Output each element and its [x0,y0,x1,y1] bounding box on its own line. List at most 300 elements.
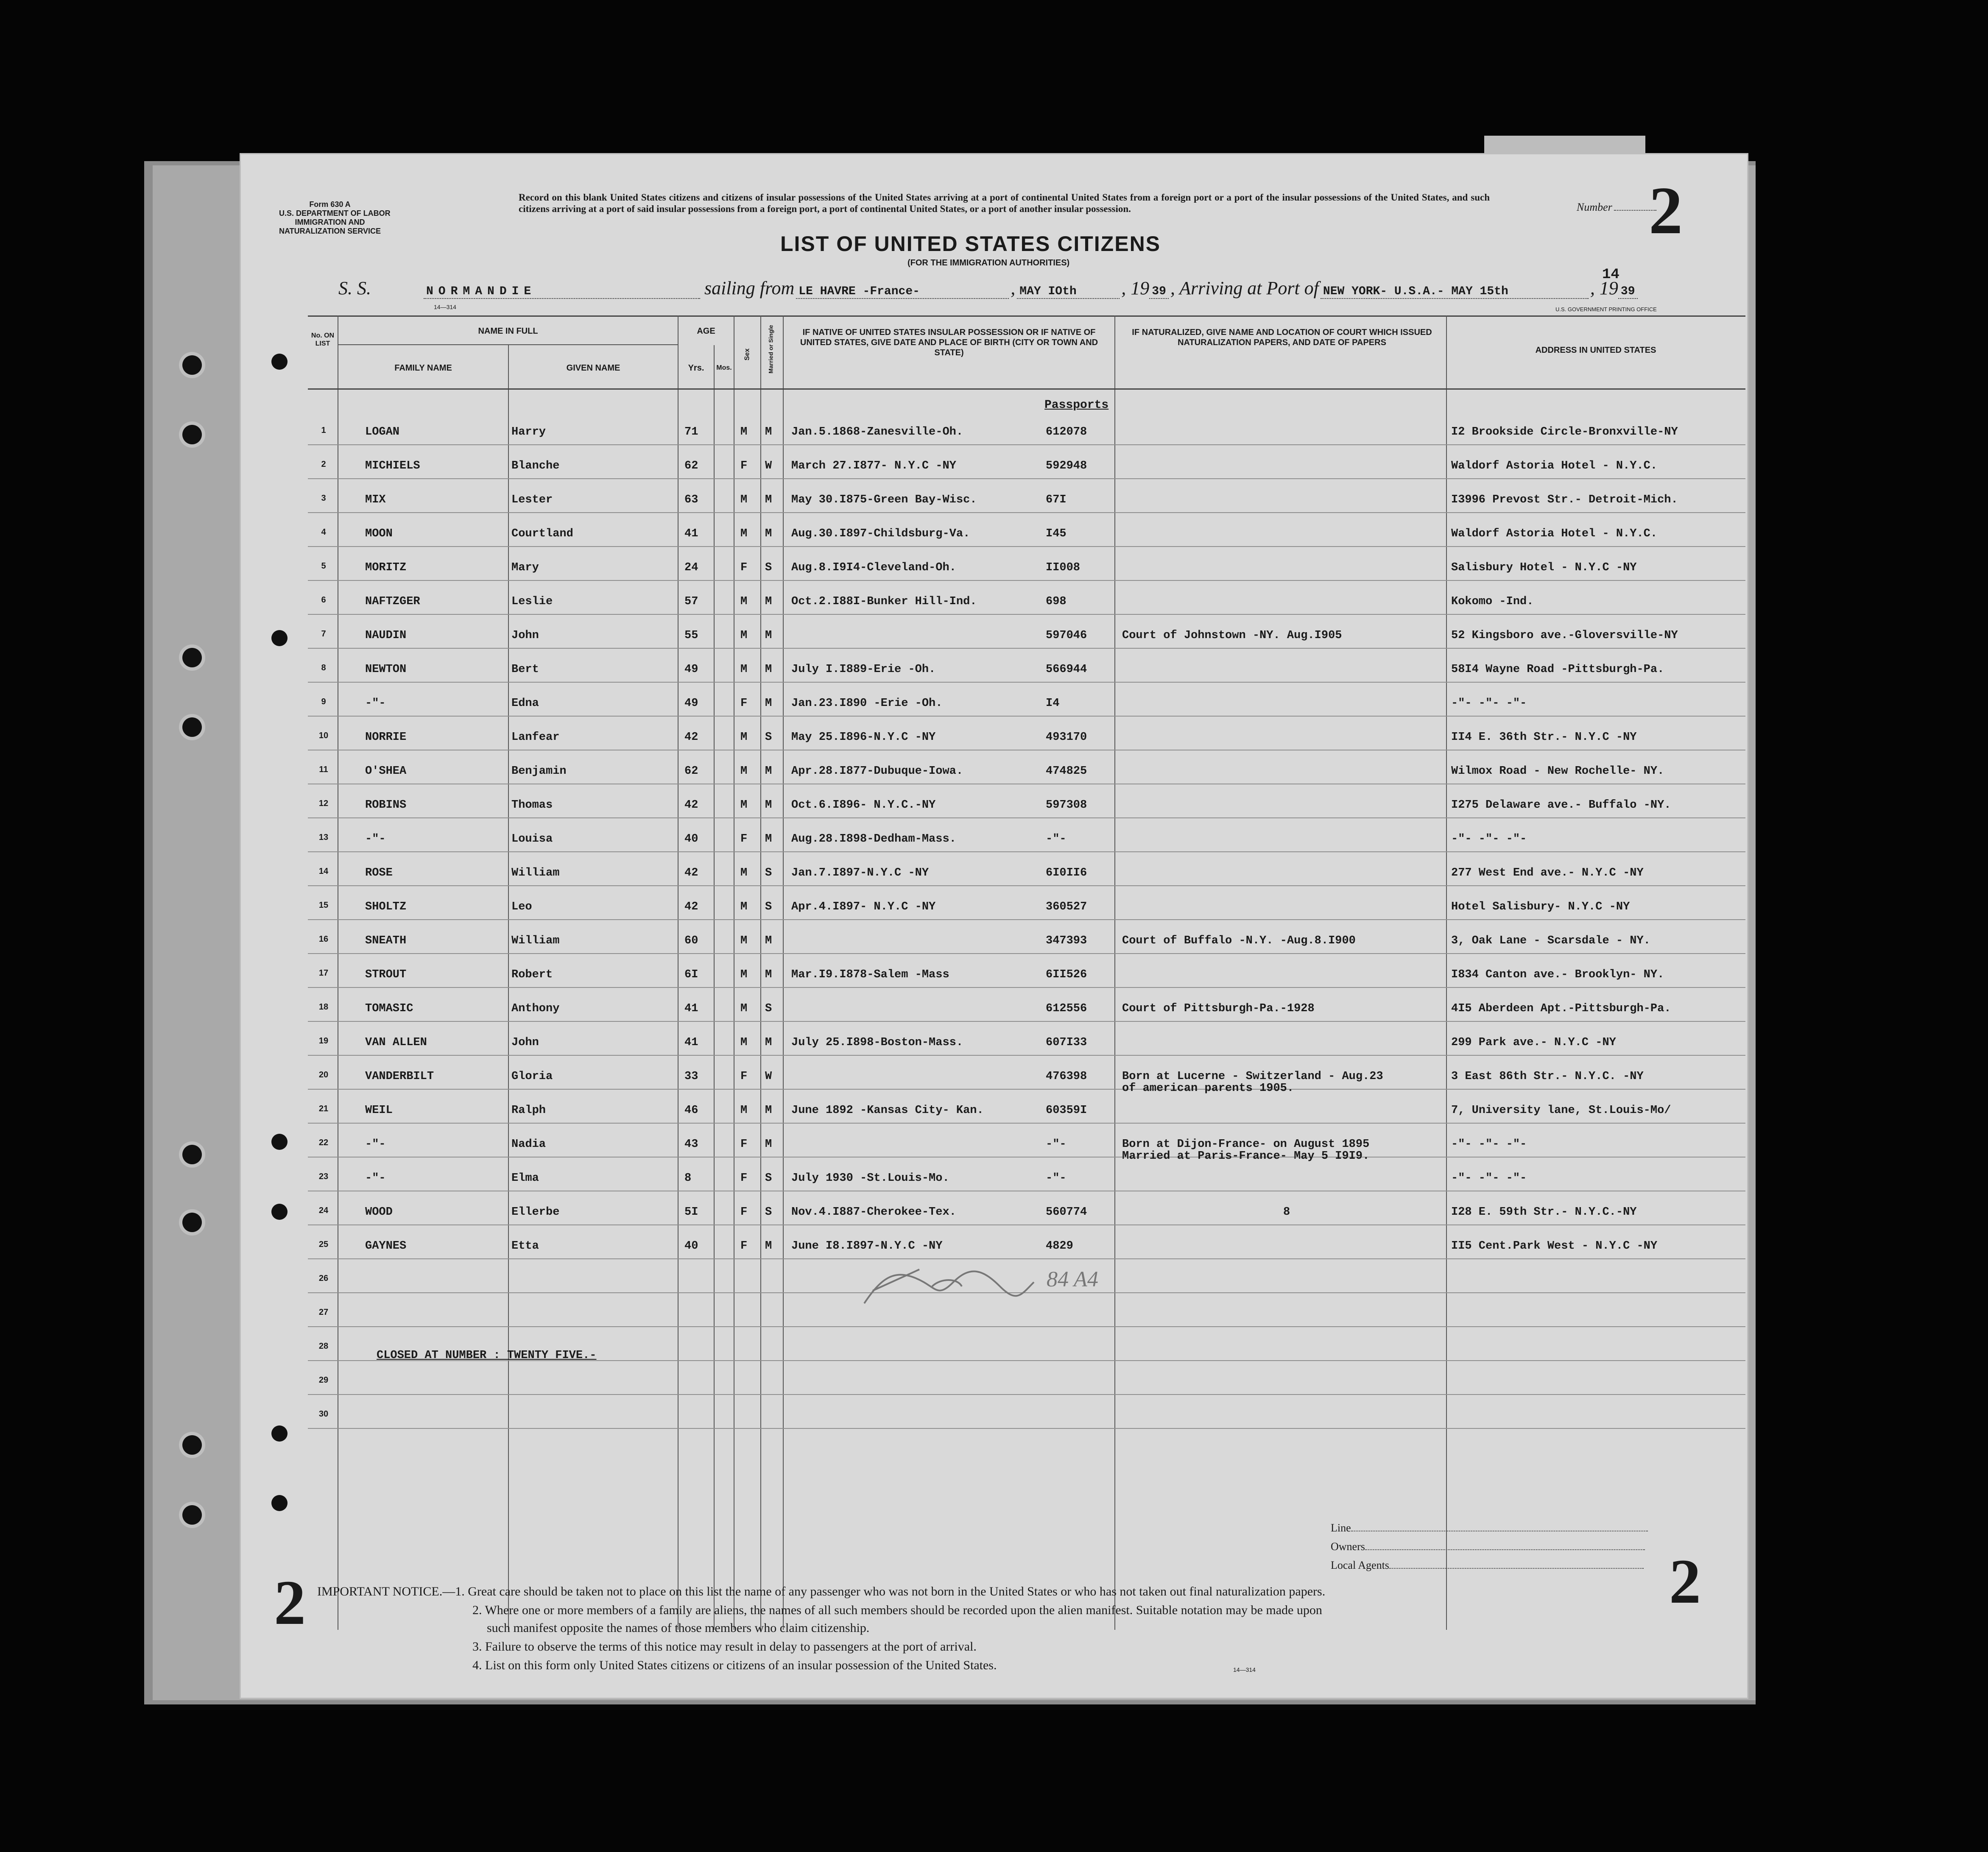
col-header-married: Married or Single [767,325,774,374]
binder-hole [182,1435,202,1455]
row-number: 12 [318,799,329,808]
naturalization-info: Born at Lucerne - Switzerland - Aug.23 [1122,1070,1383,1083]
passport-number: -"- [1046,833,1067,845]
binder-hole [182,1213,202,1232]
marital-status: M [765,1036,772,1049]
row-rule [308,1157,1745,1158]
form-code: 14—314 [434,304,456,310]
given-name: Ellerbe [511,1206,560,1219]
marital-status: M [765,527,772,540]
age-years: 24 [684,561,698,574]
service-line-1: IMMIGRATION AND [295,218,365,226]
row-number: 2 [321,460,326,469]
marital-status: M [765,629,772,642]
voyage-line: S. S. NORMANDIE sailing from LE HAVRE -France- , MAY IOth , 19 39 , Arriving at Port of NEW YORK- U.S.A.- MAY 15th , 19 39 [338,277,1638,299]
age-years: 42 [684,901,698,913]
family-name: NAUDIN [365,629,407,642]
us-address: 3 East 86th Str.- N.Y.C. -NY [1451,1070,1644,1083]
birth-date-place: Aug.30.I897-Childsburg-Va. [791,527,970,540]
given-name: Leslie [511,595,553,608]
birth-date-place: Jan.7.I897-N.Y.C -NY [791,867,929,879]
given-name: Benjamin [511,765,567,778]
row-number: 19 [318,1036,329,1046]
sex: M [740,1002,748,1015]
birth-date-place: Nov.4.I887-Cherokee-Tex. [791,1206,956,1219]
handwritten-annotation: 84 A4 [1047,1267,1098,1291]
col-header-no: No. ON LIST [311,332,335,347]
page-marker-left: 2 [274,1568,306,1638]
marital-status: S [765,1002,772,1015]
age-years: 57 [684,595,698,608]
notice-1: 1. Great care should be taken not to place on this list the name of any passenger who was not born in the United States or who has not taken out final naturalization papers. [455,1584,1326,1598]
naturalization-info-2: Married at Paris-France- May 5 I9I9. [1122,1150,1370,1163]
sailing-date: MAY IOth [1017,285,1120,299]
row-rule [308,987,1745,988]
col-header-native: IF NATIVE OF UNITED STATES INSULAR POSSESSION OR IF NATIVE OF UNITED STATES, GIVE DATE AND PLACE OF BIRTH (CITY OR TOWN AND STATE) [800,328,1098,357]
col-header-given: GIVEN NAME [566,363,620,373]
sex: M [740,765,748,778]
age-years: 71 [684,426,698,438]
us-address: 58I4 Wayne Road -Pittsburgh-Pa. [1451,663,1664,676]
sex: M [740,731,748,744]
row-rule [308,817,1745,818]
family-name: O'SHEA [365,765,407,778]
age-years: 42 [684,799,698,812]
sex: M [740,901,748,913]
birth-date-place: March 27.I877- N.Y.C -NY [791,460,956,472]
given-name: Nadia [511,1138,546,1151]
us-address: Kokomo -Ind. [1451,595,1534,608]
col-header-name: NAME IN FULL [478,326,538,336]
row-number: 10 [318,731,329,740]
manifest-page [241,154,1747,1698]
naturalization-info: Court of Johnstown -NY. Aug.I905 [1122,629,1342,642]
age-years: 40 [684,833,698,845]
birth-date-place: May 30.I875-Green Bay-Wisc. [791,494,977,506]
birth-date-place: Apr.4.I897- N.Y.C -NY [791,901,936,913]
birth-date-place: Oct.6.I896- N.Y.C.-NY [791,799,936,812]
owners-label: Owners [1331,1540,1365,1553]
marital-status: S [765,901,772,913]
family-name: ROBINS [365,799,407,812]
passport-number: 698 [1046,595,1067,608]
age-years: 49 [684,663,698,676]
row-number: 11 [319,765,328,774]
sex: M [740,494,748,506]
agents-field [1331,1556,1648,1575]
sex: F [740,1138,748,1151]
sex: M [740,1104,748,1117]
row-rule [308,478,1745,479]
given-name: Bert [511,663,539,676]
row-rule [308,546,1745,547]
sex: F [740,460,748,472]
us-address: I3996 Prevost Str.- Detroit-Mich. [1451,494,1678,506]
family-name: GAYNES [365,1240,407,1252]
us-address: 3, Oak Lane - Scarsdale - NY. [1451,934,1650,947]
given-name: Harry [511,426,546,438]
given-name: Gloria [511,1070,553,1083]
row-number: 22 [318,1138,329,1147]
row-rule [308,716,1745,717]
birth-date-place: June I8.I897-N.Y.C -NY [791,1240,943,1252]
given-name: Elma [511,1172,539,1185]
us-address: Waldorf Astoria Hotel - N.Y.C. [1451,527,1658,540]
row-number: 3 [321,494,326,503]
family-name: STROUT [365,968,407,981]
corrected-arrival-day: 14 [1602,267,1619,283]
number-value: 2 [1649,173,1683,248]
us-address: -"- -"- -"- [1451,833,1527,845]
row-number: 25 [318,1240,329,1249]
given-name: Courtland [511,527,573,540]
family-name: -"- [365,1172,386,1185]
row-number: 29 [318,1375,329,1385]
row-number: 18 [318,1002,329,1012]
owners-field [1331,1537,1648,1556]
row-number: 24 [318,1206,329,1215]
marital-status: M [765,494,772,506]
age-years: 63 [684,494,698,506]
age-years: 40 [684,1240,698,1252]
sex: F [740,1240,748,1252]
marital-status: M [765,426,772,438]
binder-hole [182,355,202,375]
family-name: NORRIE [365,731,407,744]
sex: M [740,527,748,540]
us-address: 277 West End ave.- N.Y.C -NY [1451,867,1644,879]
family-name: MICHIELS [365,460,420,472]
notice-2: 2. Where one or more members of a family are aliens, the names of all such members should be recorded upon the alien manifest. Suitable notation may be made upon [472,1603,1322,1617]
passport-number: 476398 [1046,1070,1087,1083]
row-number: 17 [318,968,329,978]
passport-number: 4829 [1046,1240,1073,1252]
notice-title: IMPORTANT NOTICE.— [317,1584,455,1598]
us-address: II4 E. 36th Str.- N.Y.C -NY [1451,731,1637,744]
us-address: -"- -"- -"- [1451,697,1527,710]
sex: M [740,934,748,947]
marital-status: M [765,1138,772,1151]
us-address: 52 Kingsboro ave.-Gloversville-NY [1451,629,1678,642]
line-field [1331,1519,1648,1537]
us-address: -"- -"- -"- [1451,1172,1527,1185]
row-rule [308,1428,1745,1429]
age-years: 41 [684,1002,698,1015]
passport-number: 347393 [1046,934,1087,947]
family-name: WOOD [365,1206,393,1219]
given-name: William [511,934,560,947]
us-address: -"- -"- -"- [1451,1138,1527,1151]
row-number: 21 [318,1104,329,1113]
row-rule [308,614,1745,615]
given-name: Lester [511,494,553,506]
family-name: -"- [365,697,386,710]
col-header-family: FAMILY NAME [394,363,452,373]
sex: M [740,595,748,608]
punch-hole [271,1425,288,1442]
row-number: 14 [318,867,329,876]
age-years: 41 [684,1036,698,1049]
row-rule [308,1089,1745,1090]
family-name: MORITZ [365,561,407,574]
punch-hole [271,354,288,370]
row-number: 1 [321,426,326,435]
notice-3: 3. Failure to observe the terms of this notice may result in delay to passengers at the port of arrival. [472,1640,977,1654]
family-name: SHOLTZ [365,901,407,913]
us-address: Wilmox Road - New Rochelle- NY. [1451,765,1664,778]
marital-status: S [765,1172,772,1185]
family-name: TOMASIC [365,1002,413,1015]
us-address: Salisbury Hotel - N.Y.C -NY [1451,561,1637,574]
col-header-address: ADDRESS IN UNITED STATES [1535,346,1656,355]
us-address: I2 Brookside Circle-Bronxville-NY [1451,426,1678,438]
birth-date-place: May 25.I896-N.Y.C -NY [791,731,936,744]
notice-2-continued: such manifest opposite the names of those members who claim citizenship. [487,1621,870,1635]
passport-number: 560774 [1046,1206,1087,1219]
sex: M [740,799,748,812]
punch-hole [271,630,288,646]
given-name: Edna [511,697,539,710]
col-header-mos: Mos. [716,364,732,371]
year-prefix: 19 [1131,278,1150,298]
page-subtitle: (FOR THE IMMIGRATION AUTHORITIES) [907,258,1070,268]
row-number: 15 [318,901,329,910]
col-header-naturalized: IF NATURALIZED, GIVE NAME AND LOCATION OF COURT WHICH ISSUED NATURALIZATION PAPERS, AND DATE OF PAPERS [1132,328,1432,347]
family-name: -"- [365,1138,386,1151]
us-address: Hotel Salisbury- N.Y.C -NY [1451,901,1630,913]
family-name: -"- [365,833,386,845]
passport-number: 597308 [1046,799,1087,812]
given-name: Etta [511,1240,539,1252]
birth-date-place: Apr.28.I877-Dubuque-Iowa. [791,765,963,778]
row-rule [308,682,1745,683]
col-header-sex: Sex [743,348,751,361]
row-rule [308,444,1745,445]
age-years: 43 [684,1138,698,1151]
passport-number: 612078 [1046,426,1087,438]
naturalization-info: Court of Pittsburgh-Pa.-1928 [1122,1002,1315,1015]
us-address: 299 Park ave.- N.Y.C -NY [1451,1036,1616,1049]
passport-number: I45 [1046,527,1067,540]
row-rule [308,648,1745,649]
age-years: 60 [684,934,698,947]
given-name: Ralph [511,1104,546,1117]
marital-status: M [765,833,772,845]
marital-status: M [765,934,772,947]
row-rule [308,885,1745,886]
age-years: 8 [684,1172,692,1185]
birth-date-place: July 1930 -St.Louis-Mo. [791,1172,949,1185]
binder-hole [182,1505,202,1525]
birth-date-place: July 25.I898-Boston-Mass. [791,1036,963,1049]
row-number: 5 [321,561,326,571]
given-name: Leo [511,901,532,913]
passport-number: 67I [1046,494,1067,506]
line-label: Line [1331,1522,1351,1534]
marital-status: S [765,867,772,879]
row-rule [308,1021,1745,1022]
given-name: Thomas [511,799,553,812]
footer-code: 14—314 [1233,1666,1256,1673]
row-number: 23 [318,1172,329,1181]
birth-date-place: Oct.2.I88I-Bunker Hill-Ind. [791,595,977,608]
passport-number: 612556 [1046,1002,1087,1015]
family-name: VAN ALLEN [365,1036,427,1049]
form-number: Form 630 A [309,200,351,209]
given-name: Louisa [511,833,553,845]
family-name: NAFTZGER [365,595,420,608]
row-number: 9 [321,697,326,706]
given-name: Mary [511,561,539,574]
marital-status: M [765,663,772,676]
us-address: I275 Delaware ave.- Buffalo -NY. [1451,799,1671,812]
row-rule [308,1224,1745,1225]
sex: M [740,867,748,879]
arriving-label: , Arriving at Port of [1170,278,1319,298]
row-number: 26 [318,1274,329,1283]
row-number: 27 [318,1308,329,1317]
punch-hole [271,1204,288,1220]
department: U.S. DEPARTMENT OF LABOR [279,209,391,218]
age-years: 33 [684,1070,698,1083]
notice-4: 4. List on this form only United States citizens or citizens of an insular possession of the United States. [472,1658,997,1672]
binder-hole [182,717,202,737]
instruction-note: Record on this blank United States citizens and citizens of insular possessions of the United States arriving at a port of continental United States from a foreign port or a port of the insular possessions of the United States, and such citizens arriving at a port of said insular possessions from a foreign port, a port of continental United States, or a port of another insular possession. [519,192,1490,214]
family-name: LOGAN [365,426,400,438]
punch-hole [271,1134,288,1150]
family-name: MIX [365,494,386,506]
naturalization-info: Born at Dijon-France- on August 1895 [1122,1138,1370,1151]
birth-date-place: Mar.I9.I878-Salem -Mass [791,968,949,981]
row-rule [308,1394,1745,1395]
age-years: 6I [684,968,698,981]
marital-status: S [765,731,772,744]
passport-number: 6II526 [1046,968,1087,981]
marital-status: S [765,1206,772,1219]
us-address: Waldorf Astoria Hotel - N.Y.C. [1451,460,1658,472]
row-number: 4 [321,527,326,537]
footer-signature-block [1331,1519,1648,1575]
passport-number: 607I33 [1046,1036,1087,1049]
naturalization-info: Court of Buffalo -N.Y. -Aug.8.I900 [1122,934,1356,947]
arrival-year: 39 [1618,285,1638,299]
us-address: 7, University lane, St.Louis-Mo/ [1451,1104,1671,1117]
marital-status: M [765,1240,772,1252]
age-years: 62 [684,765,698,778]
passports-heading: Passports [1044,399,1109,412]
service-line-2: NATURALIZATION SERVICE [279,227,381,235]
marital-status: W [765,460,772,472]
port-from: LE HAVRE -France- [796,285,1009,299]
age-years: 42 [684,731,698,744]
birth-date-place: July I.I889-Erie -Oh. [791,663,936,676]
binder-hole [182,1145,202,1164]
marital-status: M [765,1104,772,1117]
given-name: Robert [511,968,553,981]
marital-status: M [765,697,772,710]
family-name: VANDERBILT [365,1070,434,1083]
row-number: 13 [318,833,329,842]
birth-date-place: Jan.5.1868-Zanesville-Oh. [791,426,963,438]
passport-number: 6I0II6 [1046,867,1087,879]
birth-date-place: June 1892 -Kansas City- Kan. [791,1104,984,1117]
ship-name: NORMANDIE [424,285,700,299]
row-number: 6 [321,595,326,605]
sex: F [740,1206,748,1219]
printing-office: U.S. GOVERNMENT PRINTING OFFICE [1555,306,1657,312]
age-years: 41 [684,527,698,540]
sex: M [740,426,748,438]
sex: F [740,1172,748,1185]
sex: F [740,833,748,845]
family-name: NEWTON [365,663,407,676]
row-rule [308,512,1745,513]
family-name: SNEATH [365,934,407,947]
page-marker-right: 2 [1669,1546,1701,1617]
sex: F [740,1070,748,1083]
ss-label: S. S. [338,278,371,298]
row-rule [308,953,1745,954]
sex: M [740,663,748,676]
row-rule [308,1055,1745,1056]
sex: F [740,561,748,574]
marital-status: W [765,1070,772,1083]
passport-number: I4 [1046,697,1060,710]
age-years: 42 [684,867,698,879]
number-label: Number [1577,201,1612,213]
row-rule [308,580,1745,581]
sex: F [740,697,748,710]
birth-date-place: Jan.23.I890 -Erie -Oh. [791,697,943,710]
handwritten-signature [856,1252,1119,1316]
us-address: I834 Canton ave.- Brooklyn- NY. [1451,968,1664,981]
page-title: LIST OF UNITED STATES CITIZENS [780,232,1161,256]
row-number: 16 [318,934,329,944]
sex: M [740,968,748,981]
us-address: 4I5 Aberdeen Apt.-Pittsburgh-Pa. [1451,1002,1671,1015]
row-rule [308,851,1745,852]
sex: M [740,1036,748,1049]
passport-number: -"- [1046,1172,1067,1185]
passport-number: 592948 [1046,460,1087,472]
row-number: 7 [321,629,326,639]
birth-date-place: Aug.28.I898-Dedham-Mass. [791,833,956,845]
passport-number: 597046 [1046,629,1087,642]
marital-status: M [765,595,772,608]
naturalization-info: 8 [1283,1206,1290,1219]
row-rule [308,1326,1745,1327]
passport-number: 60359I [1046,1104,1087,1117]
passport-number: 474825 [1046,765,1087,778]
row-rule [308,919,1745,920]
binder-hole [182,425,202,444]
sailing-year: 39 [1149,285,1169,299]
given-name: John [511,1036,539,1049]
binder-hole [182,648,202,667]
row-number: 20 [318,1070,329,1079]
passport-number: II008 [1046,561,1081,574]
agents-label: Local Agents [1331,1559,1389,1571]
family-name: WEIL [365,1104,393,1117]
age-years: 5I [684,1206,698,1219]
marital-status: M [765,799,772,812]
closing-note: CLOSED AT NUMBER : TWENTY FIVE.- [377,1349,597,1362]
col-header-age: AGE [697,326,715,336]
punch-hole [271,1495,288,1511]
given-name: John [511,629,539,642]
passport-number: 566944 [1046,663,1087,676]
marital-status: M [765,765,772,778]
